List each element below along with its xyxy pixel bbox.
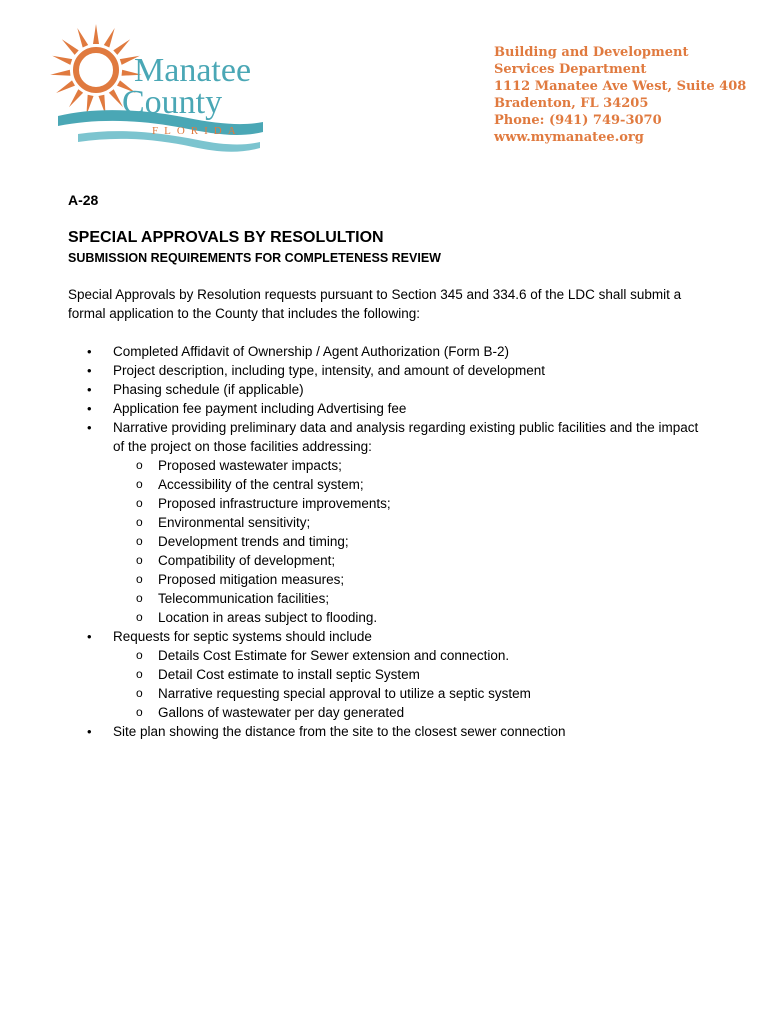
circle-bullet-icon: o [136, 686, 143, 700]
bullet-icon: • [87, 363, 92, 378]
website-link[interactable]: www.mymanatee.org [494, 130, 644, 145]
circle-bullet-icon: o [136, 553, 143, 567]
sub-list-item [68, 589, 708, 608]
bullet-icon: • [87, 344, 92, 359]
bullet-icon: • [87, 401, 92, 416]
circle-bullet-icon: o [136, 667, 143, 681]
logo-manatee-text: Manatee [134, 52, 252, 89]
logo-county-text: County [122, 84, 223, 121]
circle-bullet-icon: o [136, 477, 143, 491]
list-item [68, 380, 708, 399]
sub-list-item [68, 532, 708, 551]
list-item-text: Application fee payment including Advertising fee [113, 401, 407, 416]
sub-list-item [68, 646, 708, 665]
manatee-county-logo [38, 14, 270, 156]
document-title: SPECIAL APPROVALS BY RESOLULTION [68, 229, 384, 246]
bullet-icon: • [87, 382, 92, 397]
department-name-line-2: Services Department [494, 62, 647, 77]
sub-list-item [68, 665, 708, 684]
bullet-icon: • [87, 724, 92, 739]
list-item [68, 722, 708, 741]
sub-list-item-text: Proposed infrastructure improvements; [158, 496, 391, 511]
intro-paragraph: Special Approvals by Resolution requests pursuant to Section 345 and 334.6 of the LDC shall submit a formal application to the County that includes the following: [68, 287, 682, 321]
sub-list-item-text: Accessibility of the central system; [158, 477, 364, 492]
sub-list-item [68, 608, 708, 627]
sub-list-item-text: Narrative requesting special approval to utilize a septic system [158, 686, 531, 701]
sub-list-item [68, 551, 708, 570]
list-item-text: Site plan showing the distance from the site to the closest sewer connection [113, 724, 566, 739]
sub-list-item [68, 570, 708, 589]
document-id: A-28 [68, 192, 99, 208]
sub-list-item-text: Telecommunication facilities; [158, 591, 330, 606]
sub-list-item [68, 684, 708, 703]
list-item [68, 399, 708, 418]
list-item-text: Completed Affidavit of Ownership / Agent Authorization (Form B-2) [113, 344, 509, 359]
circle-bullet-icon: o [136, 458, 143, 472]
sub-list-item-text: Location in areas subject to flooding. [158, 610, 378, 625]
sub-list-item-text: Proposed wastewater impacts; [158, 458, 342, 473]
sub-list-item [68, 456, 708, 475]
sub-list-item-text: Detail Cost estimate to install septic System [158, 667, 420, 682]
circle-bullet-icon: o [136, 496, 143, 510]
list-item-text: Phasing schedule (if applicable) [113, 382, 304, 397]
sub-list-item-text: Proposed mitigation measures; [158, 572, 345, 587]
sub-list-item-text: Details Cost Estimate for Sewer extension and connection. [158, 648, 510, 663]
requirements-list [68, 342, 708, 741]
department-name-line-1: Building and Development [494, 45, 689, 60]
list-item [68, 342, 708, 361]
sub-list-item [68, 494, 708, 513]
circle-bullet-icon: o [136, 572, 143, 586]
city-state-zip: Bradenton, FL 34205 [494, 96, 649, 111]
circle-bullet-icon: o [136, 610, 143, 624]
sub-list-item [68, 703, 708, 722]
circle-bullet-icon: o [136, 515, 143, 529]
sub-list-item-text: Compatibility of development; [158, 553, 336, 568]
bullet-icon: • [87, 629, 92, 644]
circle-bullet-icon: o [136, 534, 143, 548]
list-item [68, 361, 708, 380]
sub-list-item-text: Gallons of wastewater per day generated [158, 705, 405, 720]
list-item [68, 418, 708, 456]
department-address-block [494, 44, 746, 146]
list-item [68, 627, 708, 646]
street-address: 1112 Manatee Ave West, Suite 408 [494, 79, 747, 94]
list-item-text: Narrative providing preliminary data and analysis regarding existing public facilities and the impact of the project on those facilities addressing: [113, 420, 699, 454]
list-item-text: Requests for septic systems should include [113, 629, 372, 644]
bullet-icon: • [87, 420, 92, 435]
list-item-text: Project description, including type, intensity, and amount of development [113, 363, 545, 378]
sub-list-item-text: Development trends and timing; [158, 534, 349, 549]
circle-bullet-icon: o [136, 648, 143, 662]
circle-bullet-icon: o [136, 591, 143, 605]
phone-number: Phone: (941) 749-3070 [494, 113, 662, 128]
sub-list-item [68, 475, 708, 494]
logo-florida-text: FLORIDA [152, 125, 242, 137]
sub-list-item-text: Environmental sensitivity; [158, 515, 311, 530]
document-subtitle: SUBMISSION REQUIREMENTS FOR COMPLETENESS REVIEW [68, 251, 441, 265]
circle-bullet-icon: o [136, 705, 143, 719]
sub-list-item [68, 513, 708, 532]
